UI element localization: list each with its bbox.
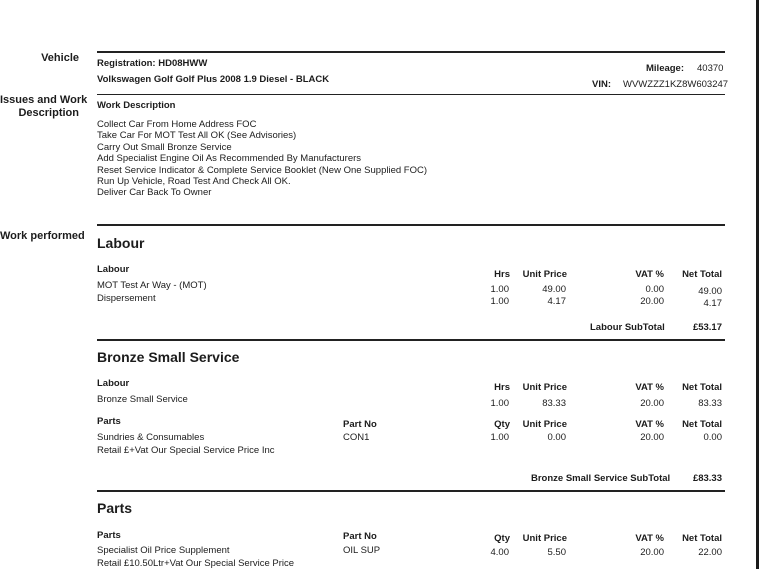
work-description-line: Collect Car From Home Address FOC (97, 119, 257, 130)
mileage-value: 40370 (697, 63, 724, 74)
col-qty: Qty (494, 419, 510, 430)
parts-top-rule (97, 490, 725, 492)
bronze-labour-vat: 20.00 (640, 398, 664, 409)
labour-row-hrs: 1.00 (490, 284, 509, 295)
labour-row-vat: 20.00 (640, 296, 664, 307)
labour-top-rule (97, 224, 725, 226)
bronze-labour-unit: 83.33 (542, 398, 566, 409)
bronze-part-no: CON1 (343, 432, 370, 443)
labour-row-net: 4.17 (703, 298, 722, 309)
labour-row-desc: MOT Test Ar Way - (MOT) (97, 280, 207, 291)
col-part-no: Part No (343, 531, 377, 542)
labour-sub-heading: Labour (97, 264, 130, 275)
work-description-line: Reset Service Indicator & Complete Service Booklet (New One Supplied FOC) (97, 164, 427, 176)
bronze-part-desc: Sundries & Consumables (97, 432, 205, 443)
work-description-line: Take Car For MOT Test All OK (See Advisories) (97, 130, 297, 142)
vehicle-model: Volkswagen Golf Golf Plus 2008 1.9 Diesel - BLACK (97, 74, 330, 85)
parts-sub-heading: Parts (97, 530, 121, 541)
parts-row-vat: 20.00 (640, 547, 664, 558)
col-unit-price: Unit Price (522, 382, 567, 393)
bronze-part-qty: 1.00 (490, 432, 509, 443)
label-issues (0, 94, 88, 120)
bronze-top-rule (97, 339, 725, 341)
col-hrs: Hrs (494, 269, 510, 280)
col-hrs: Hrs (494, 382, 510, 393)
work-description-line: Carry Out Small Bronze Service (97, 141, 232, 153)
mileage-label: Mileage: (646, 63, 685, 74)
labour-row-net: 49.00 (698, 286, 722, 297)
label-vehicle: Vehicle (41, 52, 79, 64)
parts-row-qty: 4.00 (490, 547, 509, 558)
col-unit-price: Unit Price (522, 269, 567, 280)
col-part-no: Part No (343, 419, 377, 430)
col-qty: Qty (494, 533, 510, 544)
col-unit-price: Unit Price (522, 533, 567, 544)
col-net-total: Net Total (682, 269, 722, 280)
bronze-section-title: Bronze Small Service (97, 349, 240, 365)
vehicle-top-rule (97, 51, 725, 53)
bronze-part-net: 0.00 (703, 432, 722, 443)
vin-value: WVWZZZ1KZ8W603247 (623, 79, 729, 90)
label-issues-line2: Description (18, 107, 79, 119)
labour-section-title: Labour (97, 235, 145, 251)
labour-subtotal-label: Labour SubTotal (590, 322, 665, 333)
bronze-labour-hrs: 1.00 (490, 398, 509, 409)
work-description-list (97, 119, 427, 199)
label-work-performed: Work performed (0, 230, 85, 242)
bronze-labour-desc: Bronze Small Service (97, 394, 188, 405)
bronze-subtotal-label: Bronze Small Service SubTotal (531, 473, 671, 484)
parts-section-title: Parts (97, 500, 133, 516)
labour-row-hrs: 1.00 (490, 296, 509, 307)
parts-row-part-no: OIL SUP (343, 545, 381, 556)
col-vat: VAT % (635, 533, 664, 544)
bronze-subtotal-value: £83.33 (692, 473, 722, 484)
col-net-total: Net Total (682, 419, 722, 430)
bronze-labour-net: 83.33 (698, 398, 722, 409)
col-vat: VAT % (635, 419, 664, 430)
work-description-line: Deliver Car Back To Owner (97, 187, 212, 199)
work-description-line: Run Up Vehicle, Road Test And Check All OK. (97, 176, 291, 188)
parts-note: Retail £10.50Ltr+Vat Our Special Service Price (97, 558, 295, 569)
col-vat: VAT % (635, 382, 664, 393)
col-vat: VAT % (635, 269, 664, 280)
bronze-part-vat: 20.00 (640, 432, 664, 443)
parts-row-net: 22.00 (698, 547, 722, 558)
labour-row-unit: 49.00 (542, 284, 566, 295)
col-net-total: Net Total (682, 382, 722, 393)
label-issues-line1: Issues and Work (0, 94, 88, 106)
description-top-rule (97, 94, 725, 95)
col-unit-price: Unit Price (522, 419, 567, 430)
bronze-parts-heading: Parts (97, 416, 121, 427)
registration: Registration: HD08HWW (97, 58, 208, 69)
bronze-parts-note: Retail £+Vat Our Special Service Price Inc (97, 445, 275, 456)
labour-row-vat: 0.00 (645, 284, 664, 295)
work-description-line: Add Specialist Engine Oil As Recommended By Manufacturers (97, 153, 362, 165)
labour-row-desc: Dispersement (97, 293, 156, 304)
bronze-part-unit: 0.00 (547, 432, 566, 443)
parts-row-unit: 5.50 (547, 547, 566, 558)
work-description-heading: Work Description (97, 100, 176, 111)
col-net-total: Net Total (682, 533, 722, 544)
labour-subtotal-value: £53.17 (692, 322, 722, 333)
parts-row-desc: Specialist Oil Price Supplement (97, 545, 230, 556)
labour-row-unit: 4.17 (547, 296, 566, 307)
bronze-labour-heading: Labour (97, 378, 130, 389)
vin-label: VIN: (592, 79, 611, 90)
